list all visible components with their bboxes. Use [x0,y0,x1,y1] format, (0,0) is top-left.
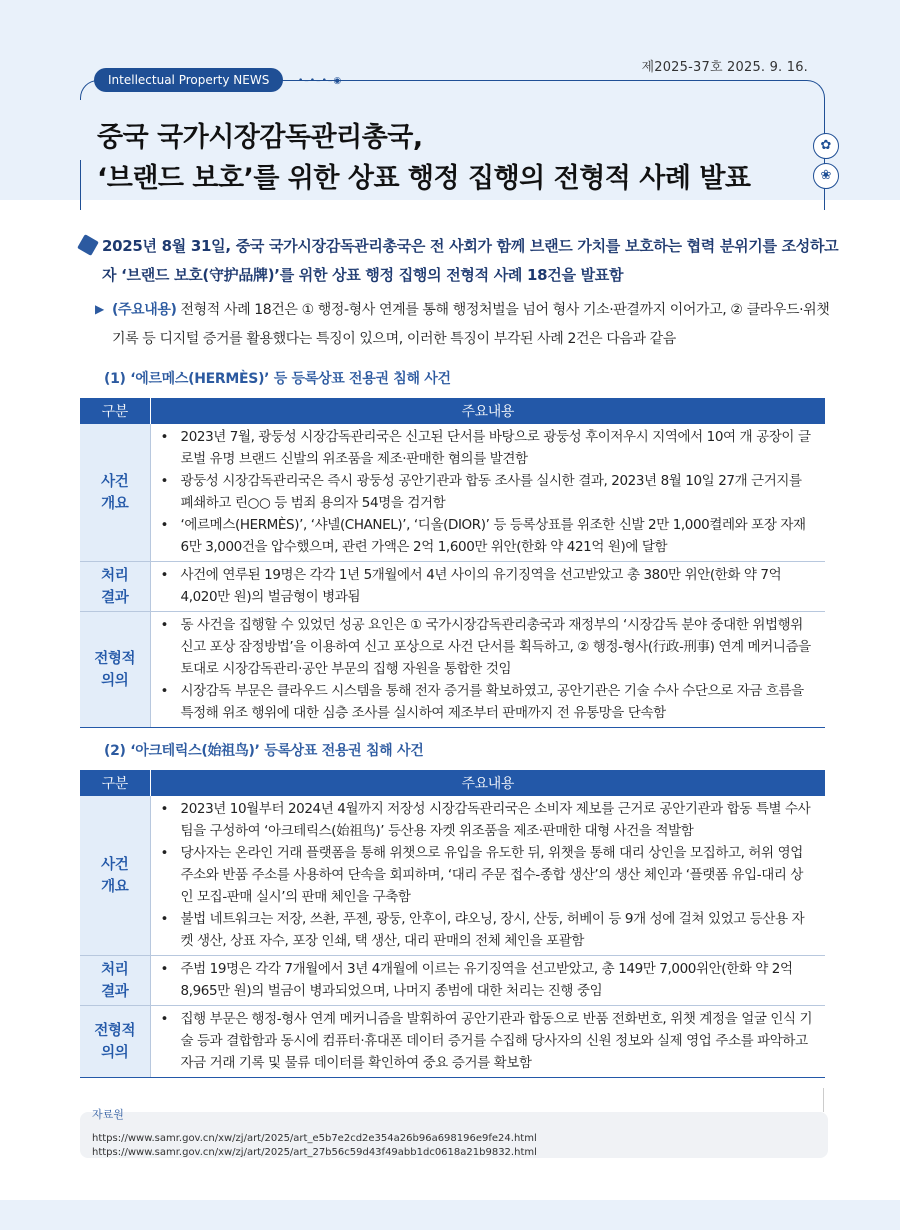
list-item: • 시장감독 부문은 클라우드 시스템을 통해 전자 증거를 확보하였고, 공안기관은 기술 수사 수단으로 자금 흐름을 특정해 위조 행위에 대한 심층 조사를 실시하여 제조부터 판매까지 전 유통망을 단속함 [157,680,816,724]
title-line-2: ‘브랜드 보호’를 위한 상표 행정 집행의 전형적 사례 발표 [97,163,751,194]
dots-decoration-icon: •–•–•–◉ [298,76,343,86]
header-frame-gap [79,100,81,160]
divider [823,1088,824,1112]
table-row [80,562,825,612]
row-content [150,796,825,956]
header-ornament-icon: ✿ [813,133,839,159]
source-link[interactable]: https://www.samr.gov.cn/xw/zj/art/2025/art_e5b7e2cd2e354a26b96a698196e9fe24.html [92,1133,537,1144]
case1-table [80,398,825,728]
summary-paragraph [112,296,832,354]
row-content [150,562,825,612]
table-row [80,424,825,562]
table-header-content: 주요내용 [150,398,825,424]
list-item: • 당사자는 온라인 거래 플랫폼을 통해 위챗으로 유입을 유도한 뒤, 위챗을 통해 대리 상인을 모집하고, 허위 영업 주소와 반품 주소를 사용하여 단속을 회피하며, ‘대리 주문 접수-종합 생산’의 생산 체인과 ‘플랫폼 유입-대리 상인 모집-판매 실시’의 판매 체인을 구축함 [157,842,816,908]
row-content [150,1006,825,1078]
table-header-category: 구분 [80,770,150,796]
table-row [80,796,825,956]
page-title [97,117,751,199]
list-item: • ‘에르메스(HERMÈS)’, ‘샤넬(CHANEL)’, ‘디올(DIOR)’ 등 등록상표를 위조한 신발 2만 1,000켤레와 포장 자재 6만 3,000건을 압수했으며, 관련 가액은 2억 1,600만 위안(한화 약 421억 원)에 달함 [157,514,816,558]
list-item: • 주범 19명은 각각 7개월에서 3년 4개월에 이르는 유기징역을 선고받았고, 총 149만 7,000위안(한화 약 2억 8,965만 원)의 벌금이 병과되었으며, 나머지 종범에 대한 처리는 진행 중임 [157,958,816,1002]
news-label: Intellectual Property NEWS [94,68,283,92]
list-item: • 집행 부문은 행정-형사 연계 메커니즘을 발휘하여 공안기관과 합동으로 반품 전화번호, 위챗 계정을 얼굴 인식 기술 등과 결합함과 동시에 컴퓨터·휴대폰 데이터 증거를 수집해 당사자의 신원 정보와 실제 영업 주소를 파악하고 자금 거래 기록 및 물류 데이터를 확인하여 중요 증거를 확보함 [157,1008,816,1074]
list-item: • 불법 네트워크는 저장, 쓰촨, 푸젠, 광둥, 안후이, 랴오닝, 장시, 산둥, 허베이 등 9개 성에 걸쳐 있었고 등산용 자켓 생산, 상표 자수, 포장 인쇄, 택 생산, 대리 판매의 전체 체인을 포괄함 [157,908,816,952]
row-content [150,424,825,562]
source-box [80,1108,828,1158]
list-item: • 2023년 7월, 광둥성 시장감독관리국은 신고된 단서를 바탕으로 광둥성 후이저우시 지역에서 10여 개 공장이 글로벌 유명 브랜드 신발의 위조품을 제조·판매한 혐의를 발견함 [157,426,816,470]
case2-title: (2) ‘아크테릭스(始祖鸟)’ 등록상표 전용권 침해 사건 [104,743,424,759]
row-label: 전형적 의의 [80,1006,150,1078]
list-item: • 사건에 연루된 19명은 각각 1년 5개월에서 4년 사이의 유기징역을 선고받았고 총 380만 위안(한화 약 7억 4,020만 원)의 벌금형이 병과됨 [157,564,816,608]
list-item: • 광둥성 시장감독관리국은 즉시 광둥성 공안기관과 합동 조사를 실시한 결과, 2023년 8월 10일 27개 근거지를 폐쇄하고 린○○ 등 범죄 용의자 54명을 검거함 [157,470,816,514]
case1-title: (1) ‘에르메스(HERMÈS)’ 등 등록상표 전용권 침해 사건 [104,371,451,387]
footer-band [0,1200,900,1230]
row-label: 처리 결과 [80,562,150,612]
row-label: 사건 개요 [80,424,150,562]
source-link[interactable]: https://www.samr.gov.cn/xw/zj/art/2025/art_27b56c59d43f49abb1dc0618a21b9832.html [92,1147,537,1158]
table-row [80,956,825,1006]
row-label: 처리 결과 [80,956,150,1006]
row-content [150,956,825,1006]
lead-paragraph: 2025년 8월 31일, 중국 국가시장감독관리총국은 전 사회가 함께 브랜드 가치를 보호하는 협력 분위기를 조성하고자 ‘브랜드 보호(守护品牌)’를 위한 상표 행정 집행의 전형적 사례 18건을 발표함 [102,237,839,284]
table-row [80,612,825,728]
summary-tag: (주요내용) [112,302,177,318]
list-item: • 동 사건을 집행할 수 있었던 성공 요인은 ① 국가시장감독관리총국과 재정부의 ‘시장감독 분야 중대한 위법행위 신고 포상 잠정방법’을 이용하여 신고 포상으로 사건 단서를 획득하고, ② 행정-형사(行政-刑事) 연계 메커니즘을 토대로 시장감독관리·공안 부문의 집행 자원을 통합한 것임 [157,614,816,680]
issue-number: 제2025-37호 2025. 9. 16. [641,60,808,75]
row-label: 전형적 의의 [80,612,150,728]
table-header-category: 구분 [80,398,150,424]
table-row [80,1006,825,1078]
list-item: • 2023년 10월부터 2024년 4월까지 저장성 시장감독관리국은 소비자 제보를 근거로 공안기관과 합동 특별 수사팀을 구성하여 ‘아크테릭스(始祖鸟)’ 등산용 자켓 위조품을 제조·판매한 대형 사건을 적발함 [157,798,816,842]
row-label: 사건 개요 [80,796,150,956]
header-ornament-icon: ❀ [813,163,839,189]
table-header-content: 주요내용 [150,770,825,796]
row-content [150,612,825,728]
case2-table [80,770,825,1078]
arrow-icon: ▶ [95,302,105,316]
summary-text: 전형적 사례 18건은 ① 행정-형사 연계를 통해 행정처벌을 넘어 형사 기소·판결까지 이어가고, ② 클라우드·위챗 기록 등 디지털 증거를 활용했다는 특징이 있으며, 이러한 특징이 부각된 사례 2건은 다음과 같음 [112,302,830,347]
title-line-1: 중국 국가시장감독관리총국, [97,122,423,153]
source-label: 자료원 [92,1108,124,1121]
